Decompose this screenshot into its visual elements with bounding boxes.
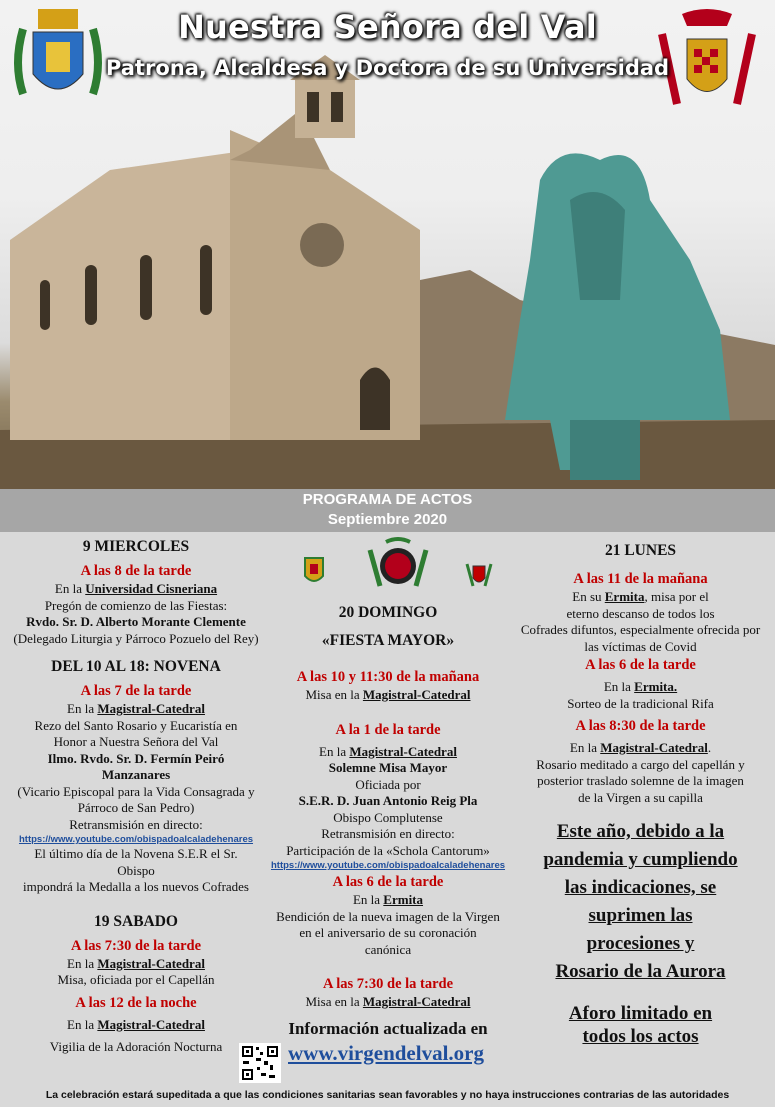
text: (Delegado Liturgia y Párroco Pozuelo del Rey) — [13, 630, 259, 646]
text: Cofrades difuntos, especialmente ofrecida por — [520, 622, 761, 637]
venue-name: Magistral-Catedral — [97, 701, 205, 716]
website-link[interactable]: www.virgendelval.org — [288, 1041, 484, 1065]
text: En la — [67, 701, 98, 716]
venue-name: Universidad Cisneriana — [85, 581, 218, 596]
notice-line: pandemia y cumpliendo — [543, 849, 738, 870]
text: Misa en la — [305, 687, 363, 702]
speaker-name: S.E.R. D. Juan Antonio Reig Pla — [298, 793, 478, 808]
text: En su — [572, 589, 605, 604]
venue-name: Ermita. — [634, 679, 678, 694]
text: en el aniversario de su coronación — [299, 925, 477, 940]
text: de la Virgen a su capilla — [578, 789, 703, 805]
capacity-notice: todos los actos — [582, 1026, 699, 1047]
event-time: A las 7:30 de la tarde — [70, 937, 202, 954]
text: Oficiada por — [355, 776, 421, 792]
text: Obispo Complutense — [333, 809, 443, 825]
venue-name: Magistral-Catedral — [349, 743, 457, 759]
text: En la — [603, 679, 635, 694]
text: (Vicario Episcopal para la Vida Consagrada y — [17, 783, 255, 799]
text: Participación de la «Schola Cantorum» — [286, 842, 490, 858]
event-time: A las 8:30 de la tarde — [575, 718, 706, 734]
event-time: A las 11 de la mañana — [573, 571, 708, 587]
capacity-notice: Aforo limitado en — [568, 1003, 713, 1024]
text: , misa por el — [644, 589, 709, 604]
footer-disclaimer: La celebración estará supeditada a que las condiciones sanitarias sean favorables y no haya instrucciones contrarias de las autoridades — [45, 1089, 730, 1101]
event-time: A las 7 de la tarde — [80, 683, 192, 699]
notice-line: las indicaciones, se — [564, 877, 717, 898]
text: En la — [569, 740, 601, 755]
text: Rezo del Santo Rosario y Eucaristía en — [34, 717, 238, 733]
event-time: A las 8 de la tarde — [80, 563, 192, 579]
speaker-name: Rvdo. Sr. D. Alberto Morante Clemente — [26, 614, 246, 629]
youtube-link[interactable]: https://www.youtube.com/obispadoalcaladehenares — [270, 860, 506, 871]
text: impondrá la Medalla a los nuevos Cofrades — [23, 879, 249, 894]
banner-date: Septiembre 2020 — [327, 511, 448, 528]
venue-name: Magistral-Catedral — [97, 955, 205, 971]
speaker-name: Manzanares — [101, 767, 171, 782]
text: posterior traslado solemne de la imagen — [537, 773, 744, 788]
event-time: A las 6 de la tarde — [585, 657, 696, 673]
day-heading: 19 SABADO — [94, 912, 178, 930]
text: Retransmisión en directo: — [69, 816, 203, 832]
info-heading: Información actualizada en — [288, 1019, 488, 1038]
text: El último día de la Novena S.E.R el Sr. — [34, 846, 238, 861]
speaker-name: Ilmo. Rvdo. Sr. D. Fermín Peiró — [47, 750, 225, 766]
column-right — [506, 541, 775, 1048]
text: En la — [54, 581, 86, 596]
venue-name: Magistral-Catedral — [97, 1016, 205, 1032]
banner-title: PROGRAMA DE ACTOS — [302, 491, 473, 508]
text: Rosario meditado a cargo del capellán y — [536, 756, 745, 772]
text: Bendición de la nueva imagen de la Virgen — [276, 908, 500, 924]
venue-name: Ermita — [383, 892, 424, 907]
program-banner — [0, 489, 775, 532]
small-bishop-crest-icon — [463, 558, 495, 590]
text: En la — [67, 1016, 98, 1032]
notice-line: Rosario de la Aurora — [555, 961, 726, 982]
notice-line: procesiones y — [586, 933, 695, 954]
text: Solemne Misa Mayor — [328, 760, 448, 775]
text: Misa, oficiada por el Capellán — [57, 972, 215, 987]
bishop-crest-icon — [366, 536, 430, 592]
text: . — [707, 740, 712, 755]
page-title: Nuestra Señora del Val — [178, 8, 597, 46]
venue-name: Magistral-Catedral — [600, 740, 708, 755]
notice-line: suprimen las — [588, 905, 693, 926]
day-heading: 21 LUNES — [604, 542, 677, 559]
text: Pregón de comienzo de las Fiestas: — [44, 597, 228, 613]
text: En la — [319, 743, 350, 759]
text: Misa en la — [305, 994, 363, 1009]
event-time: A las 10 y 11:30 de la mañana — [296, 669, 480, 685]
text: eterno descanso de todos los — [566, 605, 715, 621]
text: Retransmisión en directo: — [321, 826, 455, 841]
text: Sorteo de la tradicional Rifa — [567, 695, 714, 711]
text: Obispo — [117, 862, 155, 878]
text: Vigilia de la Adoración Nocturna — [49, 1039, 223, 1054]
text: las víctimas de Covid — [584, 638, 697, 654]
venue-name: Ermita — [604, 589, 645, 604]
venue-name: Magistral-Catedral — [362, 994, 471, 1009]
event-time: A las 6 de la tarde — [332, 874, 444, 890]
notice-line: Este año, debido a la — [556, 821, 725, 842]
fiesta-heading: «FIESTA MAYOR» — [321, 632, 455, 649]
event-time: A las 7:30 de la tarde — [322, 976, 454, 992]
column-left — [0, 537, 272, 1056]
day-heading: 9 MIERCOLES — [82, 538, 190, 555]
youtube-link[interactable]: https://www.youtube.com/obispadoalcaladehenares — [18, 834, 254, 845]
column-center — [262, 603, 514, 1011]
small-city-crest-icon — [297, 554, 331, 588]
day-heading: 20 DOMINGO — [338, 604, 438, 621]
header-photo — [0, 0, 775, 490]
qr-code-icon[interactable] — [239, 1043, 281, 1083]
day-heading: DEL 10 AL 18: NOVENA — [51, 658, 221, 675]
page-subtitle: Patrona, Alcaldesa y Doctora de su Universidad — [105, 56, 670, 80]
text: Párroco de San Pedro) — [77, 800, 195, 815]
text: En la — [352, 892, 384, 907]
event-time: A la 1 de la tarde — [335, 721, 441, 738]
text: Honor a Nuestra Señora del Val — [53, 734, 219, 749]
venue-name: Magistral-Catedral — [362, 687, 471, 702]
event-time: A las 12 de la noche — [75, 994, 197, 1011]
text: canónica — [364, 941, 412, 957]
text: En la — [67, 955, 98, 971]
